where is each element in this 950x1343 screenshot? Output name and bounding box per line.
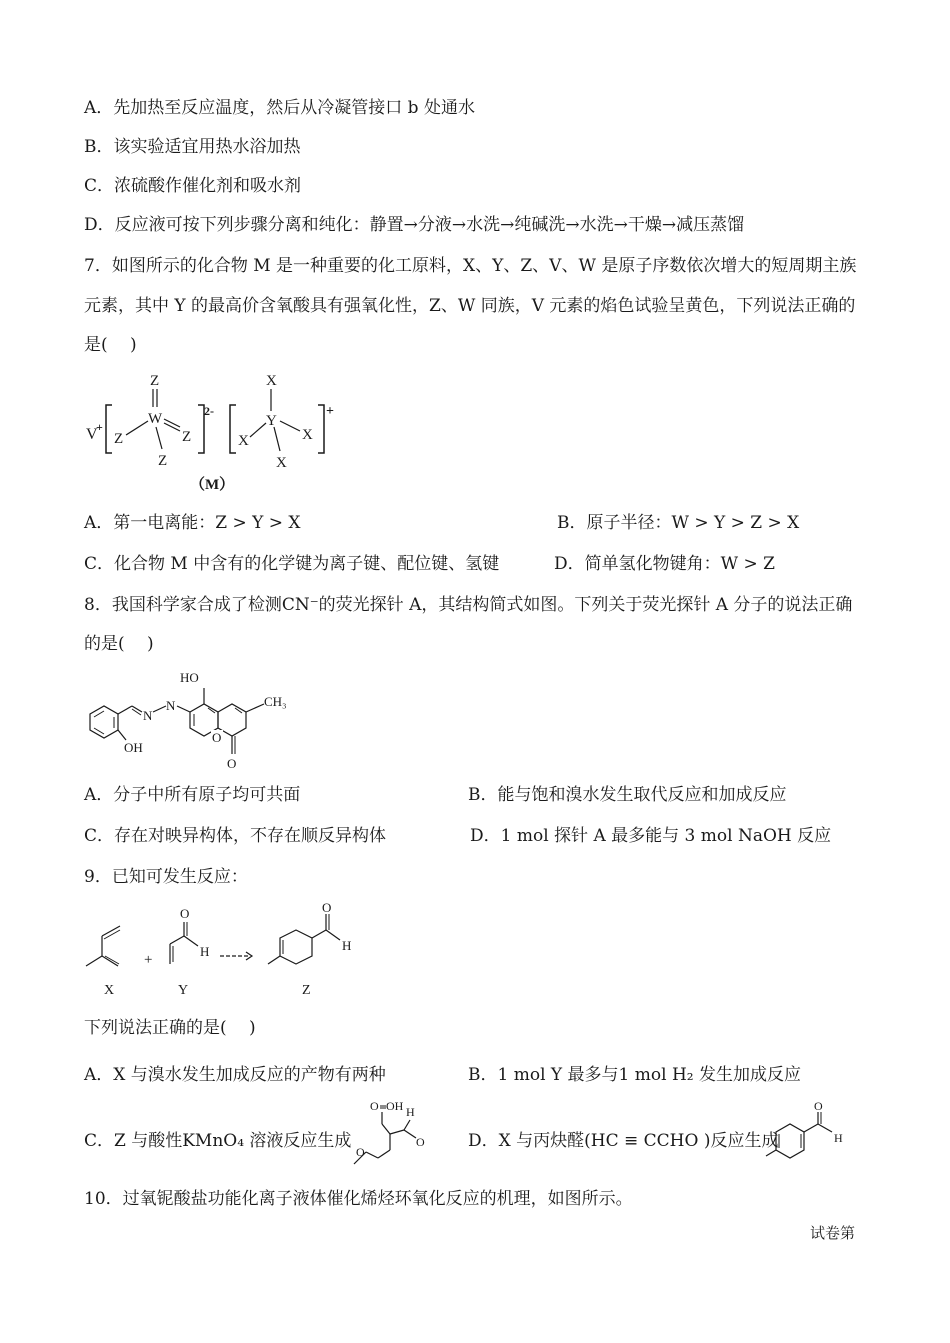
q7-z-left: Z: [114, 431, 124, 447]
q9c-ketone-oxygen: O: [356, 1145, 365, 1159]
q9-option-c: C．Z 与酸性KMnO₄ 溶液反应生成: [84, 1131, 352, 1151]
q7-x-left: X: [238, 433, 249, 449]
q8-option-b: B．能与饱和溴水发生取代反应和加成反应: [468, 785, 787, 805]
q9c-ald-oxygen: O: [416, 1135, 425, 1149]
q7-anion-charge: 2-: [204, 404, 214, 418]
q9-stem: 9．已知可发生反应：: [84, 867, 248, 887]
q7-option-b: B．原子半径：W > Y > Z > X: [557, 513, 800, 533]
q8-carbonyl-oxygen: O: [227, 756, 237, 771]
q9-z-hydrogen: H: [342, 938, 352, 953]
q8-n1: N: [143, 708, 153, 723]
q9-option-a: A．X 与溴水发生加成反应的产物有两种: [84, 1065, 386, 1085]
q7-stem-line1: 7．如图所示的化合物 M 是一种重要的化工原料，X、Y、Z、V、W 是原子序数依次增大的短周期主族: [84, 256, 857, 276]
q8-option-d: D．1 mol 探针 A 最多能与 3 mol NaOH 反应: [470, 826, 832, 846]
q8-oh-phenol: OH: [124, 740, 143, 755]
q7-z-top: Z: [150, 373, 160, 389]
q8-probe-a-structure: [80, 662, 320, 780]
q8-option-a: A．分子中所有原子均可共面: [84, 785, 301, 805]
q7-z-bottom: Z: [158, 453, 168, 469]
q7-stem-line3: 是( ): [84, 335, 137, 355]
q7-w-atom: W: [148, 411, 163, 427]
page-footer: 试卷第: [810, 1224, 856, 1242]
q9-question: 下列说法正确的是( ): [84, 1018, 256, 1038]
q7-y-atom: Y: [266, 413, 277, 429]
q7-cation-charge: +: [326, 404, 334, 419]
q9-plus: +: [144, 952, 153, 968]
q7-x-right: X: [302, 427, 313, 443]
q9-option-c-structure: [350, 1098, 450, 1180]
q7-structure-m: [80, 365, 350, 495]
q9d-oxygen: O: [814, 1099, 823, 1113]
q7-bracket-left-2: [230, 405, 236, 453]
q9c-acid-oh: OH: [386, 1099, 404, 1113]
q9d-hydrogen: H: [834, 1131, 843, 1145]
q9-reaction-scheme: [80, 900, 380, 1005]
q8-stem-line2: 的是( ): [84, 634, 154, 654]
q7-option-d: D．简单氢化物键角：W > Z: [554, 554, 775, 574]
q8-ring-oxygen: O: [212, 730, 222, 745]
q6-option-b: B．该实验适宜用热水浴加热: [84, 137, 301, 157]
q7-x-top: X: [266, 373, 277, 389]
q7-v-charge: +: [96, 420, 103, 434]
q7-bracket-left-1: [106, 405, 112, 453]
q7-figure-label: （M）: [190, 477, 235, 493]
q7-x-bottom: X: [276, 455, 287, 471]
q9-z-ring: [280, 930, 312, 964]
q7-option-c: C．化合物 M 中含有的化学键为离子键、配位键、氢键: [84, 554, 500, 574]
q9-option-d: D．X 与丙炔醛(HC ≡ CCHO )反应生成: [468, 1131, 779, 1151]
q7-stem-line2: 元素，其中 Y 的最高价含氧酸具有强氧化性，Z、W 同族，V 元素的焰色试验呈黄色，下列说法正确的: [84, 296, 856, 316]
q8-option-c: C．存在对映异构体，不存在顺反异构体: [84, 826, 387, 846]
q9-option-d-structure: [760, 1098, 860, 1173]
q10-stem: 10．过氧铌酸盐功能化离子液体催化烯烃环氧化反应的机理，如图所示。: [84, 1189, 633, 1209]
q7-bracket-right-2: [318, 405, 324, 453]
q8-ho-group: HO: [180, 670, 199, 685]
q9-option-b: B．1 mol Y 最多与1 mol H₂ 发生加成反应: [468, 1065, 801, 1085]
q9c-acid-oxygen: O: [370, 1099, 379, 1113]
q7-option-a: A．第一电离能：Z > Y > X: [84, 513, 301, 533]
q9-label-z: Z: [302, 983, 311, 998]
q8-stem-line1: 8．我国科学家合成了检测CN⁻的荧光探针 A，其结构简式如图。下列关于荧光探针 A 分子的说法正确: [84, 595, 853, 615]
q9-y-oxygen: O: [180, 906, 190, 921]
q8-ch3-group: CH₃: [264, 694, 287, 709]
q7-v-atom: V: [86, 426, 98, 443]
q8-n2: N: [166, 698, 176, 713]
q6-option-a: A．先加热至反应温度，然后从冷凝管接口 b 处通水: [84, 98, 475, 118]
q9d-ring: [776, 1124, 804, 1158]
q9-label-y: Y: [178, 983, 189, 998]
q9c-ald-h: H: [406, 1105, 415, 1119]
q9-label-x: X: [104, 983, 115, 998]
q9-y-hydrogen: H: [200, 944, 210, 959]
q9-z-oxygen: O: [322, 900, 332, 915]
q7-z-right: Z: [182, 429, 192, 445]
q6-option-d: D．反应液可按下列步骤分离和纯化：静置→分液→水洗→纯碱洗→水洗→干燥→减压蒸馏: [84, 215, 745, 235]
q6-option-c: C．浓硫酸作催化剂和吸水剂: [84, 176, 302, 196]
